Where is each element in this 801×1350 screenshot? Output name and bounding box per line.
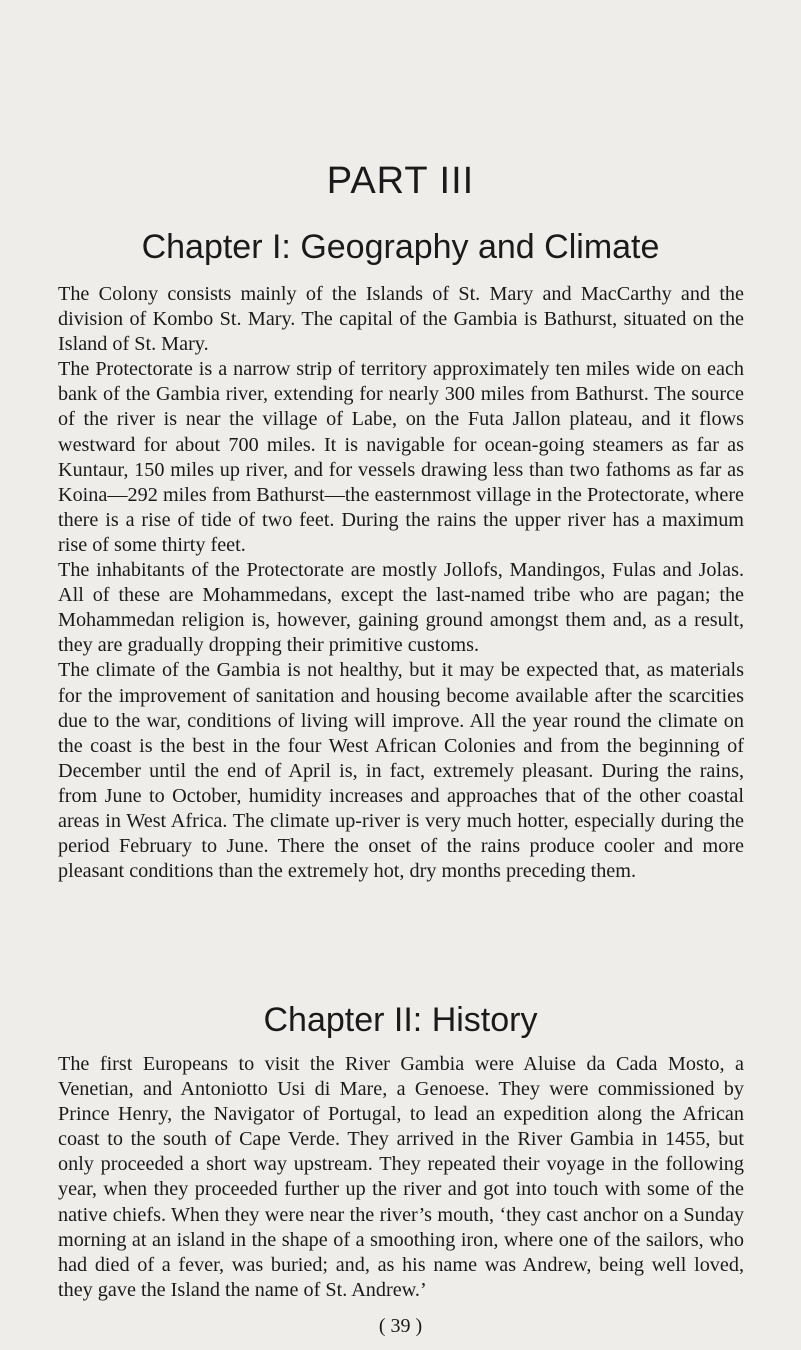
page-number: ( 39 ) — [378, 1315, 423, 1337]
paragraph: The inhabitants of the Protectorate are mostly Jollofs, Mandingos, Fulas and Jolas. All of these are Mohammedans, except the last-named tribe who are pagan; the Mohammedan religion is, however, gaining ground amongst them and, as a result, they are gradually dropping their primitive customs. — [58, 559, 744, 657]
paragraph: The Colony consists mainly of the Islands of St. Mary and MacCarthy and the division of Kombo St. Mary. The capital of the Gambia is Bathurst, situated on the Island of St. Mary. — [58, 283, 744, 356]
paragraph: The Protectorate is a narrow strip of territory approximately ten miles wide on each bank of the Gambia river, extending for nearly 300 miles from Bathurst. The source of the river is near the village of Labe, on the Futa Jallon plateau, and it flows westward for about 700 miles. It is navigable for ocean-going steamers as far as Kuntaur, 150 miles up river, and for vessels drawing less than two fathoms as far as Koina—292 miles from Bathurst—the easternmost village in the Protectorate, where there is a rise of tide of two feet. During the rains the upper river has a maximum rise of some thirty feet. — [58, 358, 744, 556]
chapter-2-body — [58, 1052, 744, 1303]
chapter-1-body — [58, 282, 744, 884]
chapter-1-title: Chapter I: Geography and Climate — [141, 228, 660, 266]
chapter-2-title: Chapter II: History — [263, 1001, 538, 1039]
part-title: PART III — [326, 160, 475, 202]
paragraph: The climate of the Gambia is not healthy, but it may be expected that, as materials for the improvement of sanitation and housing become available after the scarcities due to the war, conditions of living will improve. All the year round the climate on the coast is the best in the four West African Colonies and from the beginning of December until the end of April is, in fact, extremely pleasant. During the rains, from June to October, humidity increases and approaches that of the other coastal areas in West Africa. The climate up-river is very much hotter, especially during the period February to June. There the onset of the rains produce cooler and more pleasant conditions than the extremely hot, dry months preceding them. — [58, 659, 744, 883]
paragraph: The first Europeans to visit the River Gambia were Aluise da Cada Mosto, a Venetian, and Antoniotto Usi di Mare, a Genoese. They were commissioned by Prince Henry, the Navigator of Portugal, to lead an expedition along the African coast to the south of Cape Verde. They arrived in the River Gambia in 1455, but only proceeded a short way upstream. They repeated their voyage in the following year, when they proceeded further up the river and got into touch with some of the native chiefs. When they were near the river’s mouth, ‘they cast anchor on a Sunday morning at an island in the shape of a smoothing iron, where one of the sailors, who had died of a fever, was buried; and, as his name was Andrew, being well loved, they gave the Island the name of St. Andrew.’ — [58, 1053, 744, 1301]
